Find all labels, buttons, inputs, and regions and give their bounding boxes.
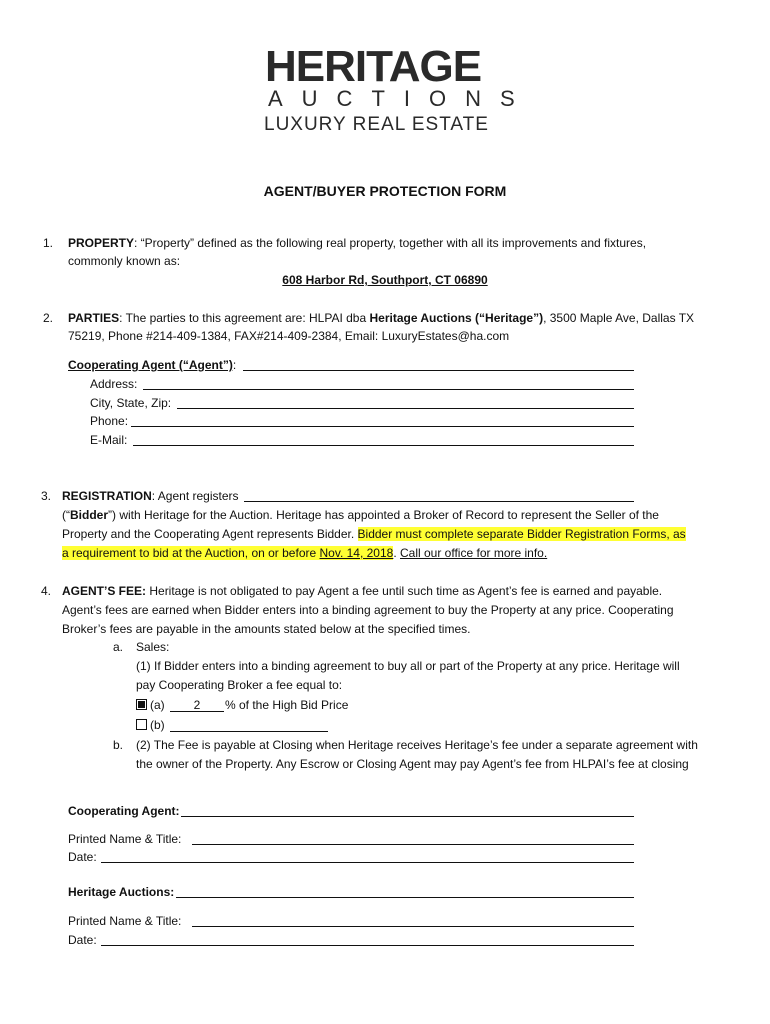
fee-text: Heritage is not obligated to pay Agent a fee until such time as Agent’s fee is earned and payable. bbox=[146, 584, 663, 598]
property-paragraph bbox=[68, 234, 646, 252]
call-office-link[interactable]: Call our office for more info. bbox=[400, 546, 548, 560]
text: Property and the Cooperating Agent represents Bidder. bbox=[62, 527, 358, 541]
section-number: 3. bbox=[41, 489, 52, 503]
logo-heritage: HERITAGE bbox=[265, 42, 482, 91]
option-a-underline bbox=[170, 711, 224, 712]
text: ”) with Heritage for the Auction. Heritage has appointed a Broker of Record to represent the Seller of the bbox=[108, 508, 659, 522]
deadline-date: Nov. 14, 2018 bbox=[319, 546, 394, 560]
option-b-field[interactable] bbox=[170, 731, 328, 732]
registration-row bbox=[62, 487, 239, 505]
closing-text-2: the owner of the Property. Any Escrow or Closing Agent may pay Agent’s fee from HLPAI’s fee at closing bbox=[136, 757, 689, 771]
parties-text-address: , 3500 Maple Ave, Dallas TX bbox=[543, 311, 695, 325]
option-a-label: (a) bbox=[150, 698, 165, 712]
option-a-text: % of the High Bid Price bbox=[225, 698, 349, 712]
section-number: 2. bbox=[43, 311, 54, 325]
registration-line-2 bbox=[62, 506, 659, 524]
highlight-text: Bidder must complete separate Bidder Registration Forms, as bbox=[357, 527, 686, 541]
date-field[interactable] bbox=[101, 862, 634, 863]
parties-text: : The parties to this agreement are: HLPAI dba bbox=[119, 311, 370, 325]
date-field[interactable] bbox=[101, 945, 634, 946]
heritage-name: Heritage Auctions (“Heritage”) bbox=[369, 311, 544, 325]
property-text: : “Property” defined as the following real property, together with all its improvements and fixtures, bbox=[134, 236, 647, 250]
coop-agent-field[interactable] bbox=[243, 370, 634, 371]
closing-text-1: (2) The Fee is payable at Closing when Heritage receives Heritage’s fee under a separate agreement with bbox=[136, 738, 698, 752]
text: (“ bbox=[62, 508, 70, 522]
city-label: City, State, Zip: bbox=[90, 396, 172, 410]
option-b-label: (b) bbox=[150, 718, 165, 732]
fee-paragraph bbox=[62, 582, 662, 600]
fee-text-2: Agent’s fees are earned when Bidder enters into a binding agreement to buy the Property at any price. Cooperating bbox=[62, 603, 674, 617]
sales-text-2: pay Cooperating Broker a fee equal to: bbox=[136, 678, 343, 692]
bidder-term: Bidder bbox=[70, 508, 109, 522]
property-label: PROPERTY bbox=[68, 236, 135, 250]
sales-text-1: (1) If Bidder enters into a binding agreement to buy all or part of the Property at any price. Heritage will bbox=[136, 659, 680, 673]
page-title: AGENT/BUYER PROTECTION FORM bbox=[263, 183, 507, 199]
property-address: 608 Harbor Rd, Southport, CT 06890 bbox=[282, 273, 488, 287]
date-label: Date: bbox=[68, 933, 97, 947]
text: . bbox=[393, 546, 400, 560]
option-b-checkbox[interactable] bbox=[136, 719, 147, 730]
sales-title: Sales: bbox=[136, 640, 170, 654]
highlight-text: a requirement to bid at the Auction, on or before bbox=[62, 546, 320, 560]
fee-text-3: Broker’s fees are payable in the amounts stated below at the specified times. bbox=[62, 622, 471, 636]
address-field[interactable] bbox=[143, 389, 634, 390]
fee-label: AGENT’S FEE: bbox=[62, 584, 147, 598]
coop-agent-label: Cooperating Agent (“Agent”) bbox=[68, 358, 233, 372]
email-field[interactable] bbox=[133, 445, 634, 446]
printed-name-label: Printed Name & Title: bbox=[68, 914, 182, 928]
date-label: Date: bbox=[68, 850, 97, 864]
option-a bbox=[136, 696, 165, 714]
heritage-signature-label: Heritage Auctions: bbox=[68, 885, 175, 899]
logo-luxury-real-estate: LUXURY REAL ESTATE bbox=[264, 114, 489, 135]
coop-agent-signature-label: Cooperating Agent: bbox=[68, 804, 180, 818]
agent-registers-field[interactable] bbox=[244, 501, 634, 502]
option-b bbox=[136, 716, 165, 734]
registration-line-4 bbox=[62, 544, 547, 562]
option-a-checkbox[interactable] bbox=[136, 699, 147, 710]
section-number: 1. bbox=[43, 236, 54, 250]
city-field[interactable] bbox=[177, 408, 634, 409]
address-label: Address: bbox=[90, 377, 138, 391]
coop-agent-signature-field[interactable] bbox=[181, 816, 634, 817]
registration-line-3 bbox=[62, 525, 686, 543]
printed-name-label: Printed Name & Title: bbox=[68, 832, 182, 846]
option-a-value[interactable]: 2 bbox=[193, 698, 201, 712]
heritage-signature-field[interactable] bbox=[176, 897, 634, 898]
registration-label: REGISTRATION bbox=[62, 489, 152, 503]
registration-text: : Agent registers bbox=[151, 489, 239, 503]
phone-label: Phone: bbox=[90, 414, 129, 428]
property-text-2: commonly known as: bbox=[68, 254, 181, 268]
colon: : bbox=[232, 358, 237, 372]
printed-name-field[interactable] bbox=[192, 926, 634, 927]
section-number: 4. bbox=[41, 584, 52, 598]
phone-field[interactable] bbox=[131, 426, 634, 427]
item-letter: b. bbox=[113, 738, 124, 752]
parties-label: PARTIES bbox=[68, 311, 120, 325]
printed-name-field[interactable] bbox=[192, 844, 634, 845]
parties-paragraph bbox=[68, 309, 694, 327]
coop-agent-row bbox=[68, 356, 236, 374]
parties-contact: 75219, Phone #214-409-1384, FAX#214-409-2384, Email: LuxuryEstates@ha.com bbox=[68, 329, 510, 343]
email-label: E-Mail: bbox=[90, 433, 128, 447]
item-letter: a. bbox=[113, 640, 124, 654]
logo-auctions: AUCTIONS bbox=[268, 86, 534, 111]
